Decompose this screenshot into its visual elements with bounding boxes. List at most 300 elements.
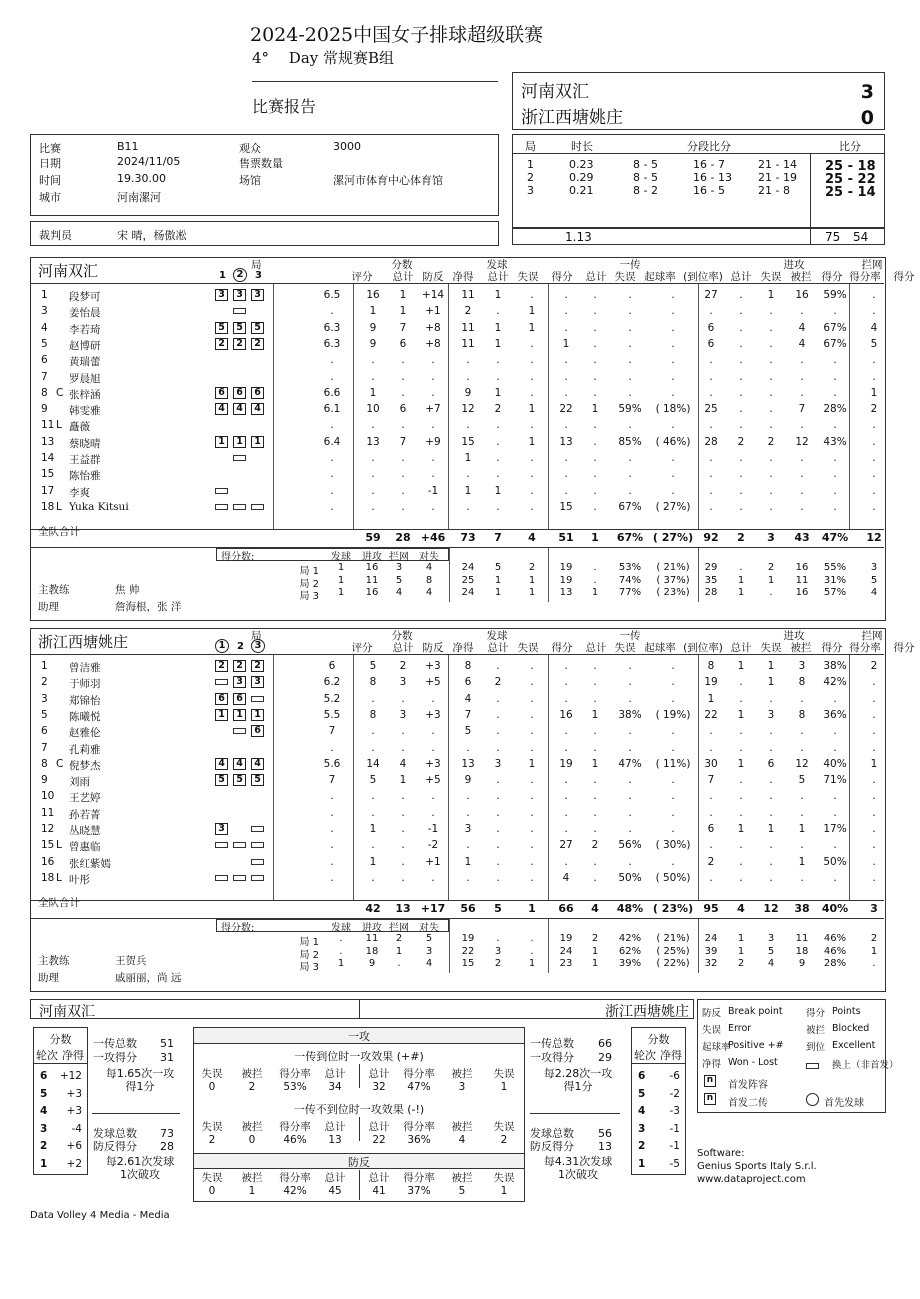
team2-stat-ae: 1: [737, 757, 745, 770]
team2-stat-at: .: [709, 725, 713, 738]
team2-stat-at: 19: [704, 676, 718, 689]
team2-total-rt: 66: [558, 902, 574, 915]
team2-stat-bp: 1: [399, 774, 407, 787]
team1-stat-rt: .: [564, 305, 568, 318]
team1-stat-bp: 6: [399, 337, 407, 350]
team1-subhead-at: 总计: [730, 271, 752, 283]
team2-stat-apct: 71%: [823, 774, 847, 787]
team1-total-se: 7: [494, 531, 502, 544]
team2-stat-se: .: [496, 774, 500, 787]
away-serve-v2: 13: [598, 1140, 612, 1153]
team2-stat-tot: .: [371, 692, 375, 705]
team2-stat-tot: .: [371, 790, 375, 803]
team1-head-attack: 进攻: [783, 259, 805, 271]
team2-stat-tot: .: [371, 839, 375, 852]
team2-stat-ab: .: [769, 855, 773, 868]
team1-stat-se: 1: [494, 289, 502, 301]
sideout-col-head: 被拦: [241, 1172, 263, 1184]
team1-subhead-se: 失误: [517, 271, 539, 283]
team2-total-se: 5: [494, 902, 502, 915]
team1-col-set: 局: [251, 259, 262, 271]
sideout-col-head: 被拦: [451, 1172, 473, 1184]
team1-player-name: 张梓涵: [69, 388, 101, 401]
team1-player-number: 6: [41, 354, 48, 367]
team1-stat-st: 15: [461, 435, 475, 448]
team2-stat-ab: .: [769, 741, 773, 754]
team2-stat-rt: .: [564, 823, 568, 835]
team1-player-name: 蔡晓晴: [69, 437, 101, 450]
team1-stat-rexc: .: [671, 484, 675, 497]
team2-stat-bk: .: [872, 725, 876, 738]
team2-stat-bp: .: [401, 725, 405, 738]
team2-player-name: 孙若菁: [69, 808, 101, 821]
sideout-value: 41: [372, 1185, 386, 1197]
team1-setpts-bk: 3: [395, 562, 403, 573]
sets-head-duration: 时长: [571, 140, 593, 153]
team1-pts-label: 得分数:: [221, 552, 255, 563]
team1-stat-rexc: .: [671, 452, 675, 464]
team2-stat-ae: .: [739, 871, 743, 884]
team1-stat-st: 1: [464, 452, 472, 464]
team1-stat-ae: .: [739, 289, 743, 301]
team2-stat-st: .: [466, 871, 470, 884]
team1-total-wl: +46: [420, 531, 446, 544]
team1-setpts-at2: 29: [704, 562, 718, 573]
team2-stat-rt: .: [564, 725, 568, 738]
team1-head-serve: 发球: [486, 259, 508, 271]
team1-player-number: 15: [41, 468, 55, 481]
team2-stat-bk: .: [872, 790, 876, 803]
team2-stat-sp: .: [530, 676, 534, 689]
team2-stat-wl: -2: [427, 839, 439, 852]
team2-setpts-bk2: .: [872, 958, 876, 969]
team1-subhead-sp: 得分: [551, 271, 573, 283]
team1-setpts-rexc: ( 23%): [656, 587, 690, 598]
sets-box: [512, 134, 885, 228]
team2-pts-attack: 进攻: [362, 923, 382, 934]
team1-stat-vote: .: [330, 500, 334, 513]
team2-stat-at: .: [709, 839, 713, 852]
team2-stat-apct: 36%: [823, 708, 847, 721]
team1-stat-wl: .: [431, 370, 435, 383]
team1-stat-ap: 12: [795, 435, 809, 448]
team1-setpts-at2: 28: [704, 587, 718, 598]
team2-stat-se: .: [496, 725, 500, 738]
sideout-col-head: 得分率: [279, 1121, 311, 1133]
team2-player-number: 18: [41, 871, 55, 884]
team1-stat-at: .: [709, 370, 713, 383]
team1-stat-sp: .: [530, 386, 534, 399]
team1-stat-st: 12: [461, 403, 475, 416]
team2-stat-ab: 1: [767, 660, 775, 672]
info-value: 漯河市体育中心体育馆: [333, 174, 443, 187]
sets-head-partials: 分段比分: [687, 140, 731, 153]
sideout-value: 47%: [407, 1081, 431, 1093]
team2-stat-at: 22: [704, 708, 718, 721]
team2-stat-vote: 6.2: [323, 676, 341, 689]
away-team-name: 浙江西塘姚庄: [521, 108, 623, 128]
sideout-col-head: 总计: [324, 1121, 346, 1133]
team2-setpts-sp: 1: [528, 958, 536, 969]
team2-stat-re: .: [593, 871, 597, 884]
team1-stat-tot: .: [371, 500, 375, 513]
team1-stat-ae: .: [739, 500, 743, 513]
away-rot-title: 分数: [647, 1033, 670, 1046]
team2-stat-at: 6: [707, 823, 715, 835]
team2-stat-bp: .: [401, 839, 405, 852]
team1-stat-vote: 6.3: [323, 337, 341, 350]
team2-lineup-position: 4: [251, 758, 264, 770]
team2-setpts-rexc: ( 25%): [656, 945, 690, 957]
team1-player-name: Yuka Kitsui: [69, 500, 129, 513]
team2-sub-marker: [251, 859, 264, 865]
team2-stat-re: 2: [591, 839, 599, 852]
team2-stat-bk: 2: [870, 660, 878, 672]
rotation-net: +3: [66, 1087, 82, 1100]
team2-stat-rpos: 56%: [618, 839, 642, 852]
sideout-value: 36%: [407, 1134, 431, 1146]
team1-setpts-ae: .: [739, 562, 743, 573]
team1-stat-ap: .: [800, 354, 804, 367]
team2-stat-rexc: ( 30%): [655, 839, 691, 852]
team1-setpts-at2: 35: [704, 574, 718, 586]
sideout-value: 2: [208, 1134, 216, 1146]
team1-lineup-position: 5: [233, 322, 246, 334]
team1-setpts-se: 1: [494, 587, 502, 598]
team1-stat-tot: .: [371, 354, 375, 367]
home-rot-h1: 轮次: [36, 1049, 58, 1062]
score-box: [512, 72, 885, 130]
team2-stat-ap: 5: [798, 774, 806, 787]
legend-value: Break point: [728, 1006, 783, 1017]
legend-key: 到位: [806, 1042, 826, 1053]
team1-setpts-sp: 1: [528, 587, 536, 598]
team1-subhead-re: 失误: [614, 271, 636, 283]
team1-stat-ab: 2: [767, 435, 775, 448]
sideout-col-head: 总计: [324, 1068, 346, 1080]
rotation-net: -4: [71, 1122, 82, 1135]
team2-setpts-rpos: 62%: [618, 945, 642, 957]
team2-total-bp: 13: [395, 902, 411, 915]
rotation-number: 2: [638, 1140, 646, 1152]
sideout-col-head: 得分率: [403, 1068, 435, 1080]
team1-stat-ab: .: [769, 403, 773, 416]
team1-stat-bk: .: [872, 484, 876, 497]
team2-stat-vote: 5.5: [323, 708, 341, 721]
home-recv-note1: 每1.65次一攻: [105, 1067, 175, 1080]
team1-total-st: 73: [460, 531, 476, 544]
team2-stat-bp: 4: [399, 757, 407, 770]
team2-stat-ae: .: [739, 790, 743, 803]
team1-player-name: 黄瑞蕾: [69, 356, 101, 369]
team1-lineup-position: 6: [215, 387, 228, 399]
report-label: 比赛报告: [252, 97, 317, 116]
team1-stat-bk: .: [872, 500, 876, 513]
team2-total-label: 全队合计: [38, 897, 80, 909]
team1-stat-st: .: [466, 500, 470, 513]
rotation-number: 5: [638, 1087, 646, 1100]
sideout-value: 1: [500, 1081, 508, 1093]
team1-stat-bp: .: [401, 370, 405, 383]
team1-stat-bp: .: [401, 484, 405, 497]
team2-stat-wl: +1: [425, 855, 441, 868]
home-serve-v1: 73: [160, 1127, 174, 1140]
team1-player-number: 18: [41, 500, 55, 513]
info-label: 城市: [39, 191, 61, 204]
team1-lineup-position: 3: [233, 289, 246, 301]
team2-stat-se: 3: [494, 757, 502, 770]
sideout-value: 1: [500, 1185, 508, 1197]
team2-stat-tot: .: [371, 806, 375, 819]
team1-stat-ap: .: [800, 500, 804, 513]
team2-stat-ap: .: [800, 871, 804, 884]
rotation-net: -2: [669, 1087, 680, 1100]
away-recv-v1: 66: [598, 1037, 612, 1050]
team1-setpts-ap: 16: [795, 587, 809, 598]
team2-stat-rt: .: [564, 692, 568, 705]
team2-subhead-bk: 得分: [893, 642, 915, 654]
team2-stat-re: .: [593, 855, 597, 868]
team1-stat-ap: .: [800, 419, 804, 432]
first-serve-circle-icon: [806, 1093, 819, 1106]
team1-stat-apct: .: [833, 386, 837, 399]
team2-setpts-at: 18: [365, 945, 379, 957]
sideout-sub2: 一传不到位时一攻效果 (-!): [293, 1103, 425, 1116]
team1-stat-re: .: [593, 500, 597, 513]
team1-stat-apct: .: [833, 305, 837, 318]
software-company: Genius Sports Italy S.r.l.: [697, 1161, 817, 1172]
team2-total-rexc: ( 23%): [652, 902, 694, 915]
team2-stat-sp: .: [530, 708, 534, 721]
team1-setpts-bk: 4: [395, 587, 403, 598]
team1-stat-at: 27: [704, 289, 718, 301]
team1-player-number: 3: [41, 305, 48, 318]
team1-total-tot: 59: [365, 531, 381, 544]
team2-col-set: 局: [251, 630, 262, 642]
team2-stat-ap: .: [800, 806, 804, 819]
team1-stat-ap: .: [800, 484, 804, 497]
team2-lineup-position: 5: [215, 774, 228, 786]
home-recv-v2: 31: [160, 1051, 174, 1064]
team2-stat-wl: +5: [425, 676, 441, 689]
team2-stat-sp: .: [530, 871, 534, 884]
team2-name: 浙江西塘姚庄: [38, 633, 129, 651]
team2-stat-ap: 8: [798, 676, 806, 689]
team2-stat-tot: 1: [369, 823, 377, 835]
team1-player-role: L: [56, 419, 62, 432]
team1-lineup-position: 1: [215, 436, 228, 448]
away-rotation-box: [631, 1027, 686, 1175]
team2-stat-rt: .: [564, 790, 568, 803]
team1-set-number: 2: [233, 268, 247, 282]
info-value: 19.30.00: [117, 172, 166, 185]
rotation-net: -1: [669, 1122, 680, 1135]
start-setter-icon: n: [704, 1093, 716, 1105]
team1-stat-re: .: [593, 337, 597, 350]
team2-stat-vote: .: [330, 823, 334, 835]
sideout-value: 42%: [283, 1185, 307, 1197]
team2-setpts-ae: 1: [737, 945, 745, 957]
team1-stat-apct: 28%: [823, 403, 847, 416]
team1-setpts-at: 16: [365, 562, 379, 573]
team1-stat-wl: -1: [427, 484, 439, 497]
team2-stat-st: .: [466, 806, 470, 819]
team1-stat-rexc: .: [671, 337, 675, 350]
team1-stat-ae: .: [739, 354, 743, 367]
team2-player-number: 7: [41, 741, 48, 754]
team2-sub-marker: [215, 679, 228, 685]
team2-stat-se: 2: [494, 676, 502, 689]
team1-player-role: C: [56, 386, 64, 399]
team1-stat-apct: .: [833, 500, 837, 513]
team1-stat-re: .: [593, 484, 597, 497]
team2-stat-se: .: [496, 871, 500, 884]
team2-total-rpos: 48%: [616, 902, 644, 915]
team1-stat-ab: .: [769, 337, 773, 350]
home-serve-l1: 发球总数: [93, 1127, 137, 1140]
team1-subhead-rt: 总计: [585, 271, 607, 283]
team2-stat-rexc: .: [671, 823, 675, 835]
team2-stat-rpos: 50%: [618, 871, 642, 884]
team1-subhead-vote: 评分: [351, 271, 373, 283]
team2-lineup-position: 2: [251, 660, 264, 672]
info-value: 河南漯河: [117, 191, 161, 204]
team2-stat-bk: .: [872, 823, 876, 835]
team1-setpts-ap: 16: [795, 562, 809, 573]
team2-stat-bk: 1: [870, 757, 878, 770]
team1-stat-bp: .: [401, 354, 405, 367]
team2-stat-rpos: .: [628, 692, 632, 705]
team2-sub-marker: [215, 875, 228, 881]
team2-stat-rexc: .: [671, 774, 675, 787]
team2-stat-rexc: ( 19%): [655, 708, 691, 721]
team2-setpts-rpos: 42%: [618, 933, 642, 944]
team2-stat-re: .: [593, 692, 597, 705]
team1-stat-st: .: [466, 370, 470, 383]
team1-stat-wl: +1: [425, 305, 441, 318]
team2-stat-apct: .: [833, 725, 837, 738]
team2-table-box: [30, 628, 915, 992]
team2-player-number: 2: [41, 676, 48, 689]
team2-head-block: 拦网: [861, 630, 883, 642]
start-setter-label: 首发二传: [728, 1098, 768, 1109]
team1-stat-sp: .: [530, 354, 534, 367]
team2-stat-ab: .: [769, 839, 773, 852]
team2-stat-tot: .: [371, 725, 375, 738]
team1-stat-rt: .: [564, 419, 568, 432]
home-recv-l2: 一攻得分: [93, 1051, 137, 1064]
team2-stat-at: .: [709, 806, 713, 819]
set-partial-8: 8 - 5: [633, 158, 658, 171]
team1-total-label: 全队合计: [38, 526, 80, 538]
team1-total-bp: 28: [395, 531, 411, 544]
team1-stat-st: .: [466, 468, 470, 481]
sideout-col-head: 失误: [201, 1068, 223, 1080]
team2-setpts-at: 11: [365, 933, 379, 944]
team2-player-number: 5: [41, 708, 48, 721]
first-serve-label: 首先发球: [824, 1098, 864, 1109]
team2-stat-wl: +5: [425, 774, 441, 787]
team1-setpts-bk: 5: [395, 574, 403, 586]
team1-lineup-position: 2: [251, 338, 264, 350]
sideout-col-head: 得分率: [279, 1068, 311, 1080]
team1-setpts-rexc: ( 37%): [656, 574, 690, 586]
team2-stat-rexc: ( 50%): [655, 871, 691, 884]
team1-setpts-rt: 13: [559, 587, 573, 598]
team1-stat-rpos: .: [628, 419, 632, 432]
team1-stat-at: 6: [707, 321, 715, 334]
sideout-value: 45: [328, 1185, 342, 1197]
referee-value: 宋 晴，杨傲凇: [117, 229, 187, 242]
team2-stat-at: .: [709, 790, 713, 803]
rotation-number: 1: [40, 1157, 48, 1170]
team1-stat-bp: .: [401, 452, 405, 464]
team1-stat-bp: .: [401, 386, 405, 399]
team1-stat-sp: 1: [528, 321, 536, 334]
team2-stat-rt: 16: [559, 708, 573, 721]
team1-setpts-label: 局 1: [299, 566, 319, 577]
set-partial-16: 16 - 5: [693, 184, 725, 197]
team2-setpts-label: 局 1: [299, 937, 319, 948]
rotation-number: 4: [40, 1105, 48, 1117]
team2-coach-name: 王贺兵: [115, 955, 147, 967]
team1-setpts-ab: 2: [767, 562, 775, 573]
team2-stat-at: 8: [707, 660, 715, 672]
team1-stat-apct: 67%: [823, 337, 847, 350]
team2-stat-ae: .: [739, 725, 743, 738]
team2-stat-bk: .: [872, 774, 876, 787]
team1-stat-re: .: [593, 321, 597, 334]
team1-stat-rexc: .: [671, 289, 675, 301]
team2-stat-apct: .: [833, 839, 837, 852]
set-score: 25 - 22: [825, 172, 876, 187]
sideout-value: 4: [458, 1134, 466, 1146]
team2-stat-bp: 3: [399, 708, 407, 721]
legend-key: 净得: [702, 1059, 722, 1070]
team2-stat-bp: .: [401, 806, 405, 819]
team2-player-number: 1: [41, 660, 48, 672]
set-duration: 0.23: [569, 158, 594, 171]
team2-setpts-apct: 46%: [823, 933, 847, 944]
team1-lineup-position: 3: [215, 289, 228, 301]
team1-stat-vote: .: [330, 468, 334, 481]
team1-setpts-label: 局 3: [299, 591, 319, 602]
team1-subhead-tot: 总计: [392, 271, 414, 283]
home-team-name: 河南双汇: [521, 82, 589, 102]
legend-key: 起球率: [702, 1042, 731, 1053]
team2-stat-bk: .: [872, 741, 876, 754]
team1-stat-apct: .: [833, 354, 837, 367]
sideout-col-head: 得分率: [403, 1121, 435, 1133]
team1-lineup-position: 2: [215, 338, 228, 350]
team1-pts-block: 拦网: [389, 552, 409, 563]
team2-stat-bp: .: [401, 741, 405, 754]
team1-stat-sp: .: [530, 370, 534, 383]
team2-setpts-ap: 11: [795, 933, 809, 944]
team1-lineup-position: 6: [251, 387, 264, 399]
team2-sub-marker: [215, 842, 228, 848]
team2-stat-tot: .: [371, 741, 375, 754]
team1-stat-ae: .: [739, 386, 743, 399]
team2-lineup-position: 3: [215, 823, 228, 835]
team1-lineup-position: 4: [233, 403, 246, 415]
team1-stat-ap: .: [800, 370, 804, 383]
team2-lineup-position: 6: [233, 693, 246, 705]
team2-stat-rexc: .: [671, 806, 675, 819]
team1-setpts-re: .: [593, 562, 597, 573]
team2-setpts-sp: .: [530, 933, 534, 944]
team2-stat-bp: .: [401, 871, 405, 884]
